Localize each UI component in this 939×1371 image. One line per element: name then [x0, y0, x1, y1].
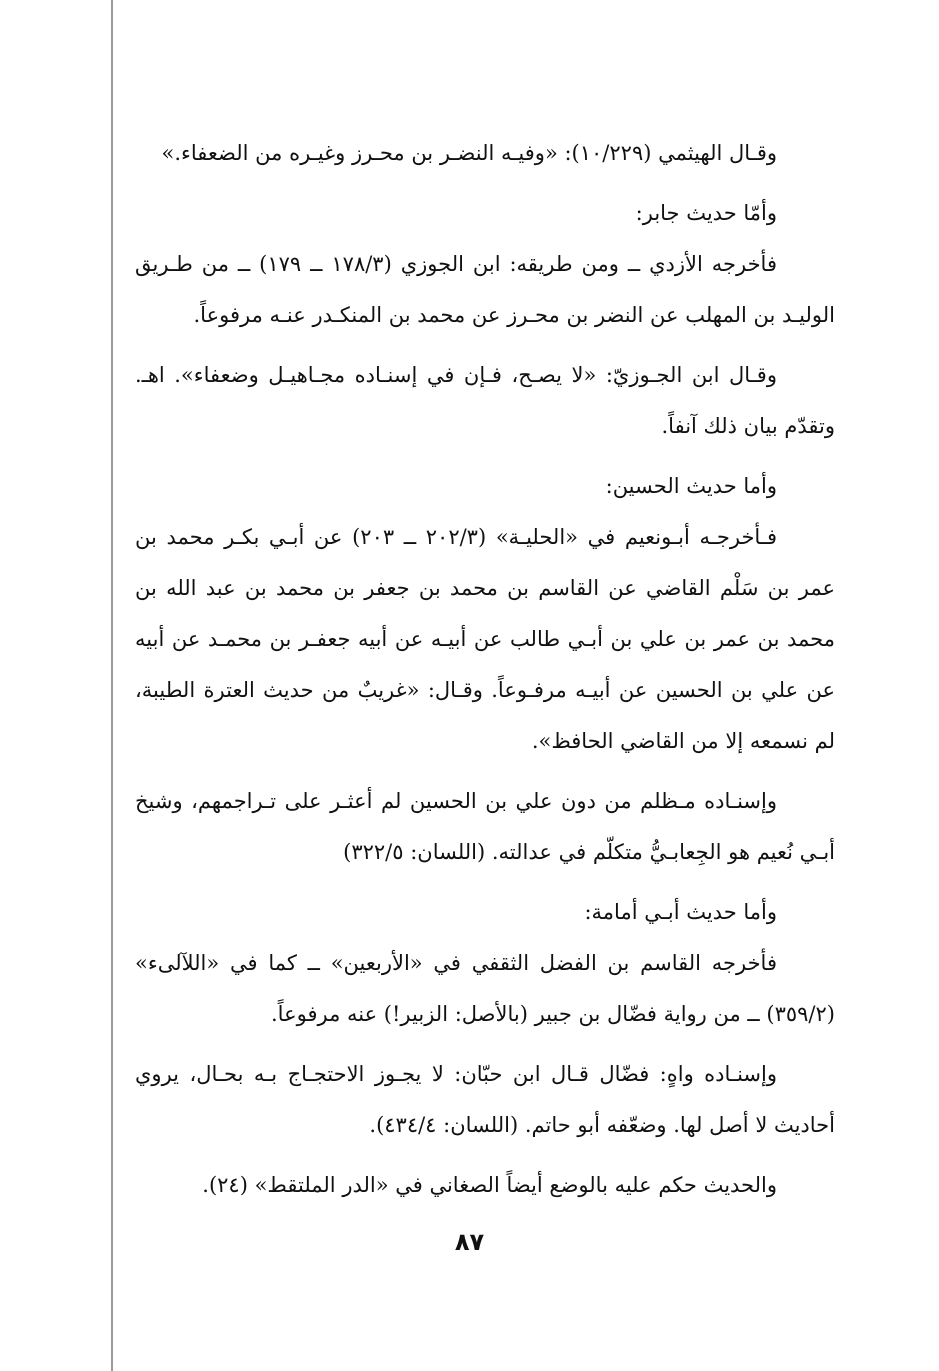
paragraph-azdi-takhrij: فأخرجه الأزدي ــ ومن طريقه: ابن الجوزي (١٧٨/٣ ــ ١٧٩) ــ من طـريق الوليـد بن المهلب عن النضر بن محـرز عن محمد بن المنكـدر عنـه مرفوعاً.	[135, 252, 835, 327]
paragraph-isnad-weak: وإسنـاده واهٍ: فضّال قـال ابن حبّان: لا يجـوز الاحتجـاج بـه بحـال، يروي أحاديث لا أصل لها. وضعّفه أبو حاتم. (اللسان: ٤٣٤/٤).	[135, 1062, 835, 1137]
heading-jabir-hadith: وأمّا حديث جابر:	[635, 201, 777, 225]
heading-abu-umama-hadith: وأما حديث أبـي أمامة:	[584, 900, 777, 924]
heading-husayn-hadith: وأما حديث الحسين:	[605, 474, 777, 498]
paragraph-haythami-quote: وقـال الهيثمي (١٠/٢٢٩): «وفيـه النضـر بن محـرز وغيـره من الضعفاء.»	[161, 141, 777, 165]
paragraph-saghani-ruling: والحديث حكم عليه بالوضع أيضاً الصغاني في «الدر الملتقط» (٢٤).	[202, 1173, 777, 1197]
page-binding-line	[111, 0, 113, 1371]
paragraph-ibn-jawzi-ruling: وقـال ابن الجـوزيّ: «لا يصـح، فـإن في إسنـاده مجـاهيـل وضعفاء». اهـ. وتقدّم بيان ذلك آنفاً.	[135, 363, 835, 438]
paragraph-qasim-takhrij: فأخرجه القاسم بن الفضل الثقفي في «الأربعين» ــ كما في «اللآلىء» (٣٥٩/٢) ــ من رواية فضّال بن جبير (بالأصل: الزبير!) عنه مرفوعاً.	[135, 951, 835, 1026]
page-body	[135, 128, 835, 1211]
paragraph-abu-nuaym-takhrij: فـأخرجـه أبـونعيم في «الحليـة» (٢٠٢/٣ ــ ٢٠٣) عن أبـي بكـر محمد بن عمر بن سَلْم القاضي عن القاسم بن محمد بن جعفر بن محمد بن عبد الله بن محمد بن عمر بن علي بن أبـي طالب عن أبيـه عن أبيه جعفـر بن محمـد عن أبيه عن علي بن الحسين عن أبيـه مرفـوعاً. وقـال: «غريبٌ من حديث العترة الطيبة، لم نسمعه إلا من القاضي الحافظ».	[135, 525, 835, 753]
paragraph-isnad-dark: وإسنـاده مـظلم من دون علي بن الحسين لم أعثـر على تـراجمهم، وشيخ أبـي نُعيم هو الجِعابـيُّ متكلّم في عدالته. (اللسان: ٣٢٢/٥)	[135, 789, 835, 864]
page-number: ٨٧	[454, 1228, 485, 1256]
